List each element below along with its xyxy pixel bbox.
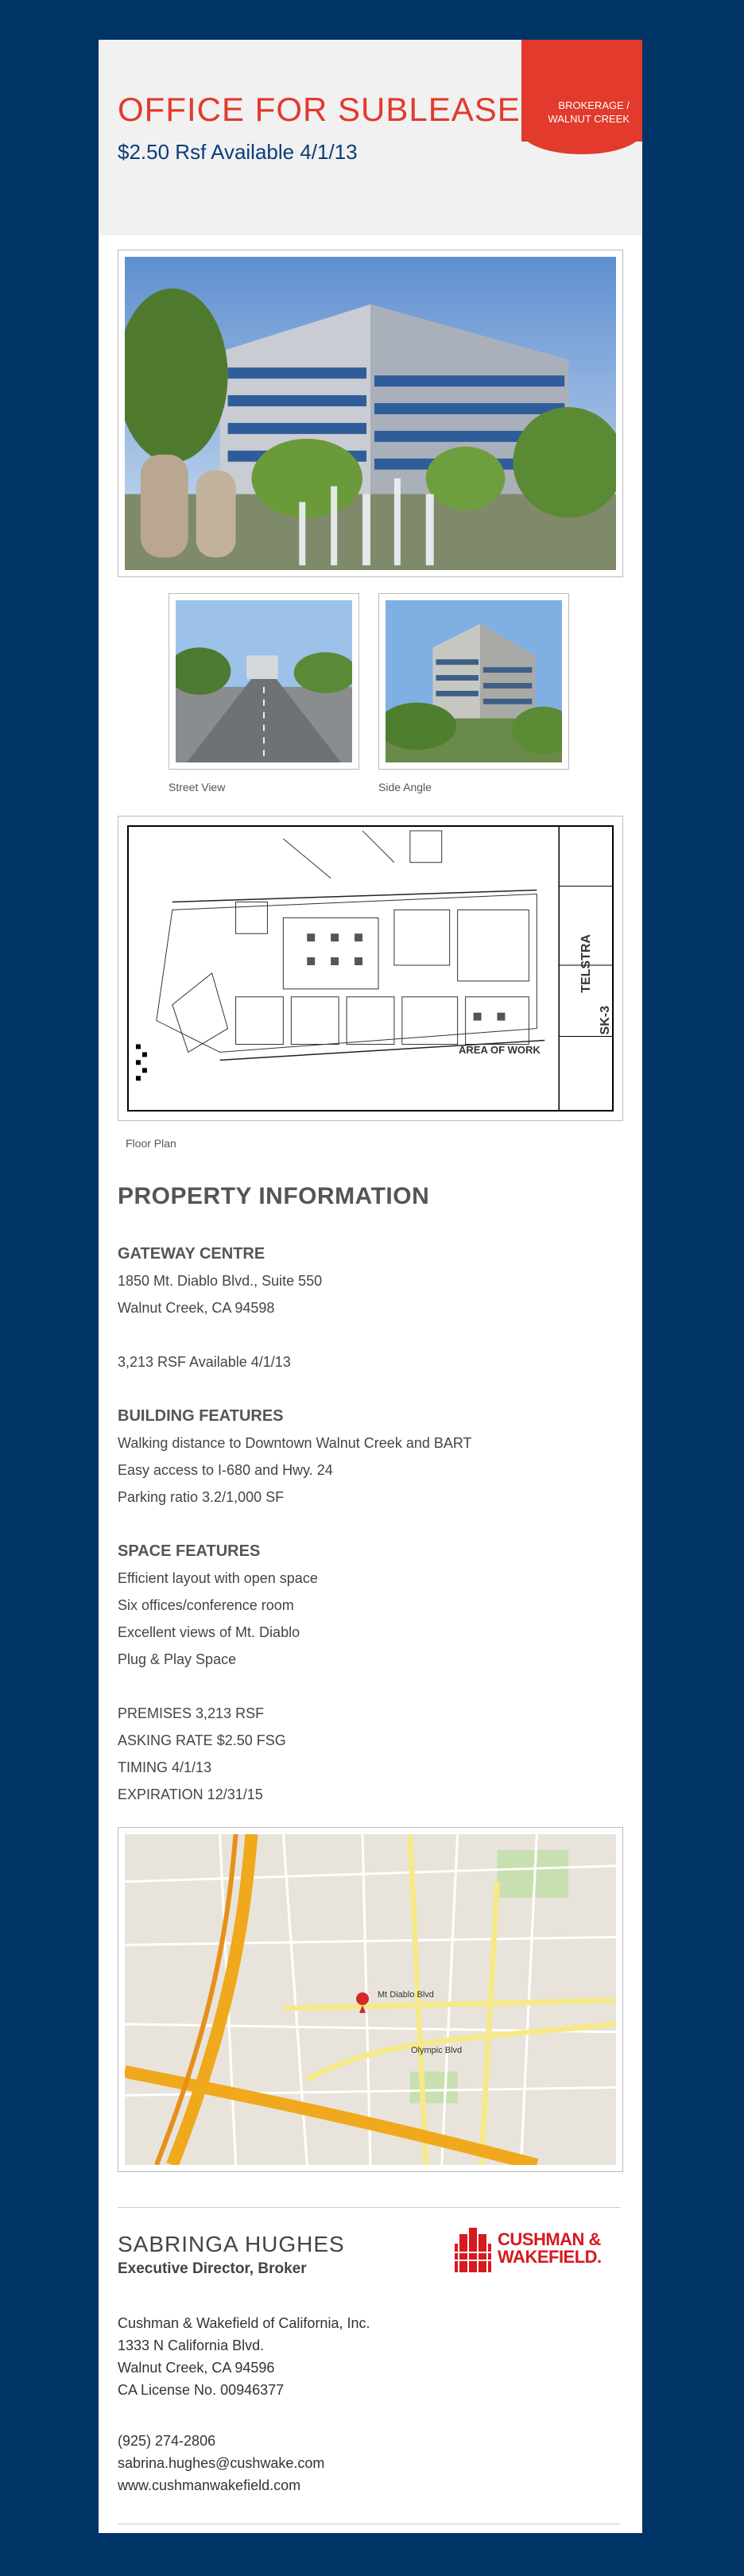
divider-top	[118, 2207, 620, 2208]
street-view-caption: Street View	[169, 781, 226, 793]
flyer-header	[99, 40, 642, 235]
space-feature: Six offices/conference room	[118, 1597, 294, 1613]
building-feature: Walking distance to Downtown Walnut Creek and BART	[118, 1435, 472, 1451]
term-asking-rate: ASKING RATE $2.50 FSG	[118, 1732, 286, 1748]
broker-role: Executive Director, Broker	[118, 2260, 307, 2277]
space-feature: Efficient layout with open space	[118, 1570, 318, 1586]
building-feature: Parking ratio 3.2/1,000 SF	[118, 1489, 285, 1505]
flyer-page	[99, 40, 642, 2533]
company-street: 1333 N California Blvd.	[118, 2337, 265, 2353]
term-premises: PREMISES 3,213 RSF	[118, 1705, 265, 1721]
logo-line-2: WAKEFIELD.	[498, 2247, 602, 2267]
space-feature: Plug & Play Space	[118, 1651, 237, 1667]
location-map	[118, 1827, 623, 2172]
tag-line-2: WALNUT CREEK	[548, 113, 630, 125]
street-view-photo	[169, 593, 359, 770]
tag-line-1: BROKERAGE /	[558, 99, 630, 111]
map-label-olympic: Olympic Blvd	[411, 2046, 463, 2055]
address-line-1: 1850 Mt. Diablo Blvd., Suite 550	[118, 1273, 323, 1289]
street-view-image	[176, 600, 352, 762]
property-info	[118, 1240, 595, 1808]
company-license: CA License No. 00946377	[118, 2382, 285, 2398]
address-line-2: Walnut Creek, CA 94598	[118, 1300, 275, 1316]
email-link[interactable]: sabrina.hughes@cushwake.com	[118, 2455, 325, 2471]
building-photo-image	[125, 257, 616, 570]
side-angle-image	[386, 600, 562, 762]
floor-plan-caption: Floor Plan	[126, 1137, 176, 1150]
property-info-title: PROPERTY INFORMATION	[118, 1183, 430, 1209]
flyer-title: OFFICE FOR SUBLEASE	[118, 91, 521, 128]
brokerage-tag	[521, 40, 642, 142]
main-building-photo	[118, 250, 623, 577]
logo-mark-icon	[455, 2228, 491, 2272]
floor-plan-project: TELSTRA	[579, 934, 593, 993]
floor-plan-drawing	[118, 816, 623, 1121]
map-image	[125, 1834, 616, 2165]
phone-number: (925) 274-2806	[118, 2433, 216, 2449]
website-link[interactable]: www.cushmanwakefield.com	[118, 2477, 301, 2493]
building-name: GATEWAY CENTRE	[118, 1245, 265, 1263]
company-city: Walnut Creek, CA 94596	[118, 2360, 275, 2376]
cushman-wakefield-logo	[455, 2226, 630, 2274]
building-features-title: BUILDING FEATURES	[118, 1407, 284, 1425]
availability: 3,213 RSF Available 4/1/13	[118, 1354, 291, 1370]
space-features-title: SPACE FEATURES	[118, 1542, 261, 1560]
floor-plan-image	[125, 823, 616, 1114]
building-feature: Easy access to I-680 and Hwy. 24	[118, 1462, 333, 1478]
flyer-subtitle: $2.50 Rsf Available 4/1/13	[118, 140, 358, 164]
side-angle-caption: Side Angle	[378, 781, 432, 793]
side-angle-photo	[378, 593, 569, 770]
broker-name: SABRINGA HUGHES	[118, 2232, 345, 2256]
company-name: Cushman & Wakefield of California, Inc.	[118, 2315, 370, 2331]
term-timing: TIMING 4/1/13	[118, 1759, 212, 1775]
logo-text	[498, 2231, 602, 2266]
floor-plan-area-label: AREA OF WORK	[459, 1044, 541, 1056]
logo-line-1: CUSHMAN &	[498, 2229, 601, 2249]
term-expiration: EXPIRATION 12/31/15	[118, 1787, 263, 1802]
floor-plan-sheet: SK-3	[599, 1006, 612, 1035]
map-label-mt-diablo: Mt Diablo Blvd	[378, 1990, 434, 2000]
space-feature: Excellent views of Mt. Diablo	[118, 1624, 300, 1640]
